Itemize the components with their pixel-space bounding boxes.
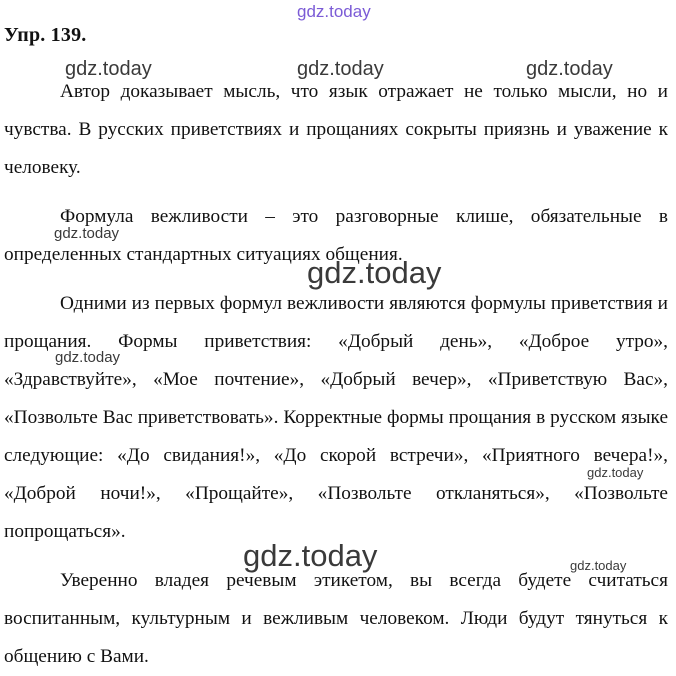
watermark-top: gdz.today <box>297 2 371 21</box>
watermark: gdz.today <box>65 58 152 80</box>
paragraph-2: Формула вежливости – это разговорные клише, обязательные в определенных стандартных ситуациях общения. <box>4 206 668 265</box>
exercise-title: Упр. 139. <box>4 24 87 46</box>
watermark: gdz.today <box>54 225 120 242</box>
paragraph-4: Уверенно владея речевым этикетом, вы всегда будете считаться воспитанным, культурным и вежливым человеком. Люди будут тянуться к общению с Вами. <box>4 570 668 667</box>
paragraph-3: Одними из первых формул вежливости являются формулы приветствия и прощания. Формы приветствия: «Добрый день», «Доброе утро», «Здравствуйте», «Мое почтение», «Добрый вечер», «Приветствую Вас», «Позвольте Вас приветствовать». Корректные формы прощания в русском языке следующие: «До свидания!», «До скорой встречи», «Приятного вечера!», «Доброй ночи!», «Прощайте», «Позвольте откланяться», «Позвольте попрощаться». <box>4 293 668 542</box>
watermark-large: gdz.today <box>307 255 442 290</box>
watermark: gdz.today <box>55 349 121 366</box>
watermark: gdz.today <box>587 465 644 480</box>
watermark-large: gdz.today <box>243 538 378 573</box>
watermark: gdz.today <box>570 558 627 573</box>
paragraph-1: Автор доказывает мысль, что язык отражает не только мысли, но и чувства. В русских приветствиях и прощаниях сокрыты приязнь и уважение к человеку. <box>4 81 668 178</box>
watermark: gdz.today <box>297 58 384 80</box>
watermark: gdz.today <box>526 58 613 80</box>
